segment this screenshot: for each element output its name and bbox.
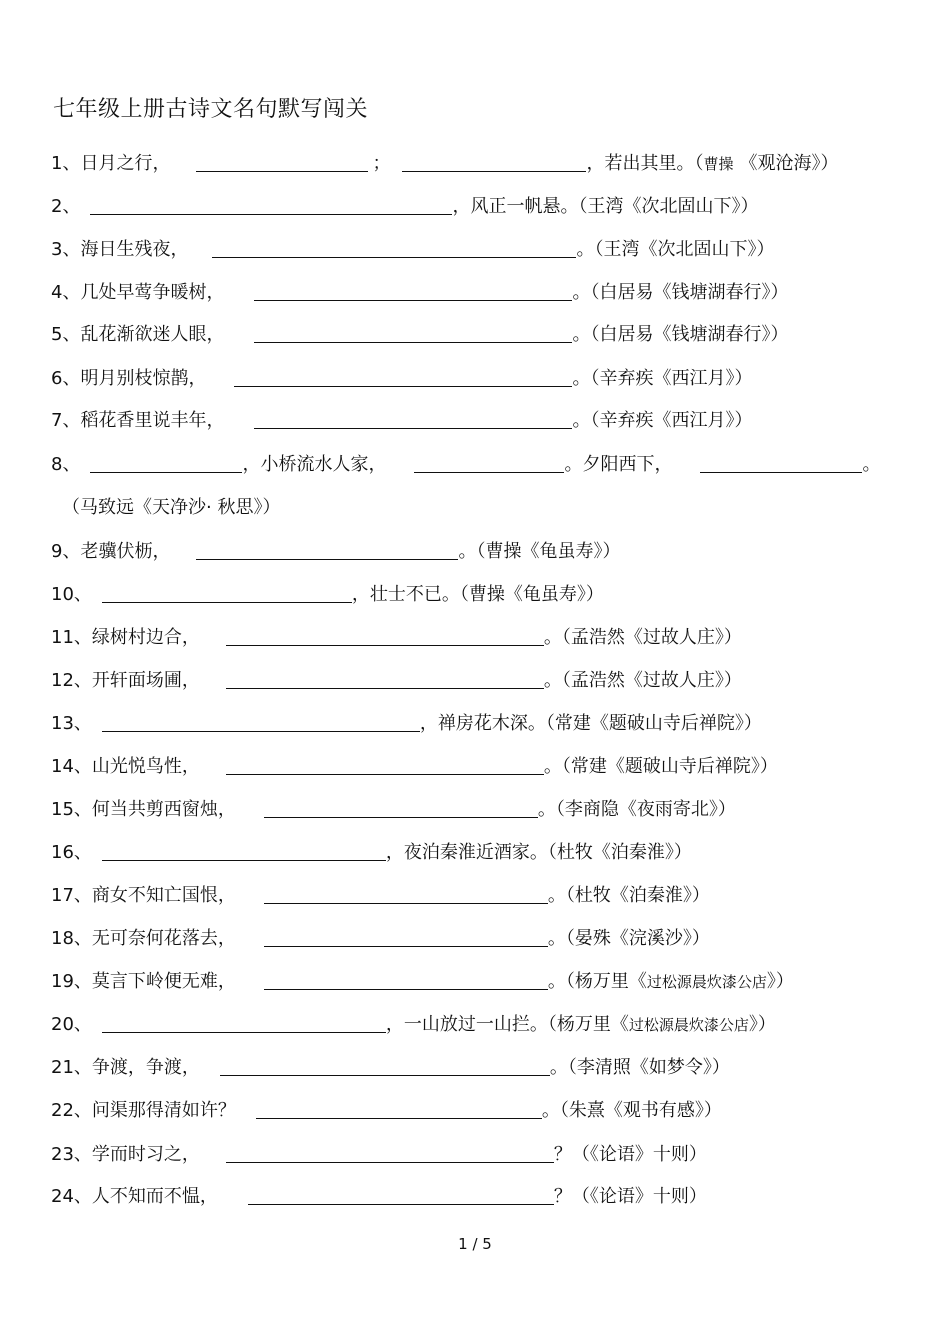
question-line-8 [51,450,880,476]
answer-blank[interactable] [102,713,420,732]
answer-blank[interactable] [226,670,544,689]
answer-blank[interactable] [264,885,548,904]
question-text: 绿树村边合， [91,627,200,648]
question-text: 学而时习之， [91,1144,200,1165]
answer-blank[interactable] [254,324,572,343]
answer-blank[interactable] [226,627,544,646]
question-line-20 [51,1010,776,1036]
question-text: 。（李清照《如梦令》） [549,1057,730,1078]
question-line-3 [51,235,774,261]
question-text: ，禅房花木深。（常建《题破山寺后禅院》） [419,713,762,734]
question-line-14 [51,752,778,778]
question-text: 。（朱熹《观书有感》） [541,1100,722,1121]
question-text: 。（王湾《次北固山下》） [576,239,775,260]
answer-blank[interactable] [248,1186,554,1205]
question-number: 13、 [51,713,92,734]
question-number: 20、 [51,1014,92,1035]
question-text: 莫言下岭便无难， [91,971,236,992]
source-bracket: 》） [748,1014,776,1035]
answer-blank[interactable] [264,799,538,818]
question-text: 。（辛弃疾《西江月》） [572,368,753,389]
question-text: 何当共剪西窗烛， [91,799,236,820]
question-line-9 [51,537,620,563]
question-number: 12、 [51,670,92,691]
question-text: 无可奈何花落去， [91,928,236,949]
answer-blank[interactable] [102,842,386,861]
question-line-23 [51,1140,707,1166]
question-line-6 [51,364,752,390]
question-number: 14、 [51,756,92,777]
question-number: 5、 [51,324,81,345]
question-line-13 [51,709,762,735]
question-text: 。（李商隐《夜雨寄北》） [537,799,736,820]
question-line-24 [51,1182,707,1208]
question-number: 1、 [51,153,81,174]
question-line-17 [51,881,710,907]
answer-blank[interactable] [90,196,452,215]
answer-blank[interactable] [256,1100,542,1119]
source-citation: （马致远《天净沙· 秋思》） [62,497,281,518]
question-text: 。（白居易《钱塘湖春行》） [572,282,789,303]
question-text: 老骥伏枥， [80,541,171,562]
question-text: ； [372,153,391,174]
question-line-11 [51,623,742,649]
answer-blank[interactable] [220,1057,550,1076]
question-text: 日月之行， [80,153,171,174]
page-number: 1 / 5 [458,1235,492,1253]
question-text: ，小桥流水人家， [242,454,387,475]
question-text: ，壮士不已。（曹操《龟虽寿》） [351,584,604,605]
question-number: 2、 [51,196,81,217]
question-number: 11、 [51,627,92,648]
question-line-2 [51,192,758,218]
question-number: 6、 [51,368,81,389]
answer-blank[interactable] [254,410,572,429]
source-title: 《观沧海》） [739,153,839,174]
question-number: 23、 [51,1144,92,1165]
question-line-7 [51,406,752,432]
question-text: 。 [862,454,881,475]
answer-blank[interactable] [264,971,548,990]
source-author: 曹操 [703,155,734,173]
answer-blank[interactable] [254,282,572,301]
question-line-16 [51,838,692,864]
page-title: 七年级上册古诗文名句默写闯关 [53,97,369,122]
question-text: ，若出其里。（ [586,153,704,174]
question-number: 8、 [51,454,81,475]
question-line-10 [51,580,604,606]
answer-blank[interactable] [264,928,548,947]
question-number: 10、 [51,584,92,605]
question-text: ？（《论语》十则） [553,1144,707,1165]
answer-blank[interactable] [102,1014,386,1033]
answer-blank[interactable] [196,153,368,172]
answer-blank[interactable] [700,454,862,473]
question-text: 争渡，争渡， [91,1057,200,1078]
question-text: 。（曹操《龟虽寿》） [458,541,621,562]
question-text: 乱花渐欲迷人眼， [80,324,225,345]
question-text: 。（杜牧《泊秦淮》） [547,885,710,906]
question-text: 商女不知亡国恨， [91,885,236,906]
answer-blank[interactable] [102,584,352,603]
question-text: 。（孟浩然《过故人庄》） [543,670,742,691]
question-line-8-source [62,493,280,519]
question-text: 人不知而不愠， [91,1186,218,1207]
question-number: 4、 [51,282,81,303]
question-text: 开轩面场圃， [91,670,200,691]
question-text: 稻花香里说丰年， [80,410,225,431]
answer-blank[interactable] [414,454,564,473]
question-number: 15、 [51,799,92,820]
question-text: 。（辛弃疾《西江月》） [572,410,753,431]
source-title: 过松源晨炊漆公店 [646,973,767,991]
question-text: 。（常建《题破山寺后禅院》） [543,756,778,777]
question-line-21 [51,1053,730,1079]
answer-blank[interactable] [196,541,458,560]
source-bracket: 》） [766,971,794,992]
question-text: 明月别枝惊鹊， [80,368,207,389]
question-line-12 [51,666,742,692]
question-number: 3、 [51,239,81,260]
answer-blank[interactable] [226,1144,554,1163]
question-text: ，一山放过一山拦。（杨万里《 [385,1014,629,1035]
question-line-1 [51,149,838,175]
question-text: 山光悦鸟性， [91,756,200,777]
question-text: 。（晏殊《浣溪沙》） [547,928,710,949]
question-number: 18、 [51,928,92,949]
question-line-19 [51,967,794,993]
question-text: 。（白居易《钱塘湖春行》） [572,324,789,345]
answer-blank[interactable] [402,153,586,172]
question-text: ，风正一帆悬。（王湾《次北固山下》） [452,196,759,217]
question-number: 19、 [51,971,92,992]
question-number: 17、 [51,885,92,906]
question-text: ？（《论语》十则） [553,1186,707,1207]
question-line-5 [51,320,788,346]
answer-blank[interactable] [212,239,576,258]
question-text: 。（孟浩然《过故人庄》） [543,627,742,648]
question-line-15 [51,795,736,821]
question-number: 22、 [51,1100,92,1121]
question-text: 。（杨万里《 [547,971,647,992]
question-line-22 [51,1096,722,1122]
question-number: 16、 [51,842,92,863]
question-text: 几处早莺争暖树， [80,282,225,303]
question-number: 7、 [51,410,81,431]
question-line-18 [51,924,710,950]
question-text: 。夕阳西下， [564,454,673,475]
question-text: ，夜泊秦淮近酒家。（杜牧《泊秦淮》） [385,842,692,863]
question-line-4 [51,278,788,304]
question-number: 9、 [51,541,81,562]
answer-blank[interactable] [234,368,572,387]
question-text: 海日生残夜， [80,239,189,260]
answer-blank[interactable] [90,454,242,473]
question-number: 21、 [51,1057,92,1078]
question-text: 问渠那得清如许？ [91,1100,236,1121]
source-title: 过松源晨炊漆公店 [628,1016,749,1034]
question-number: 24、 [51,1186,92,1207]
answer-blank[interactable] [226,756,544,775]
